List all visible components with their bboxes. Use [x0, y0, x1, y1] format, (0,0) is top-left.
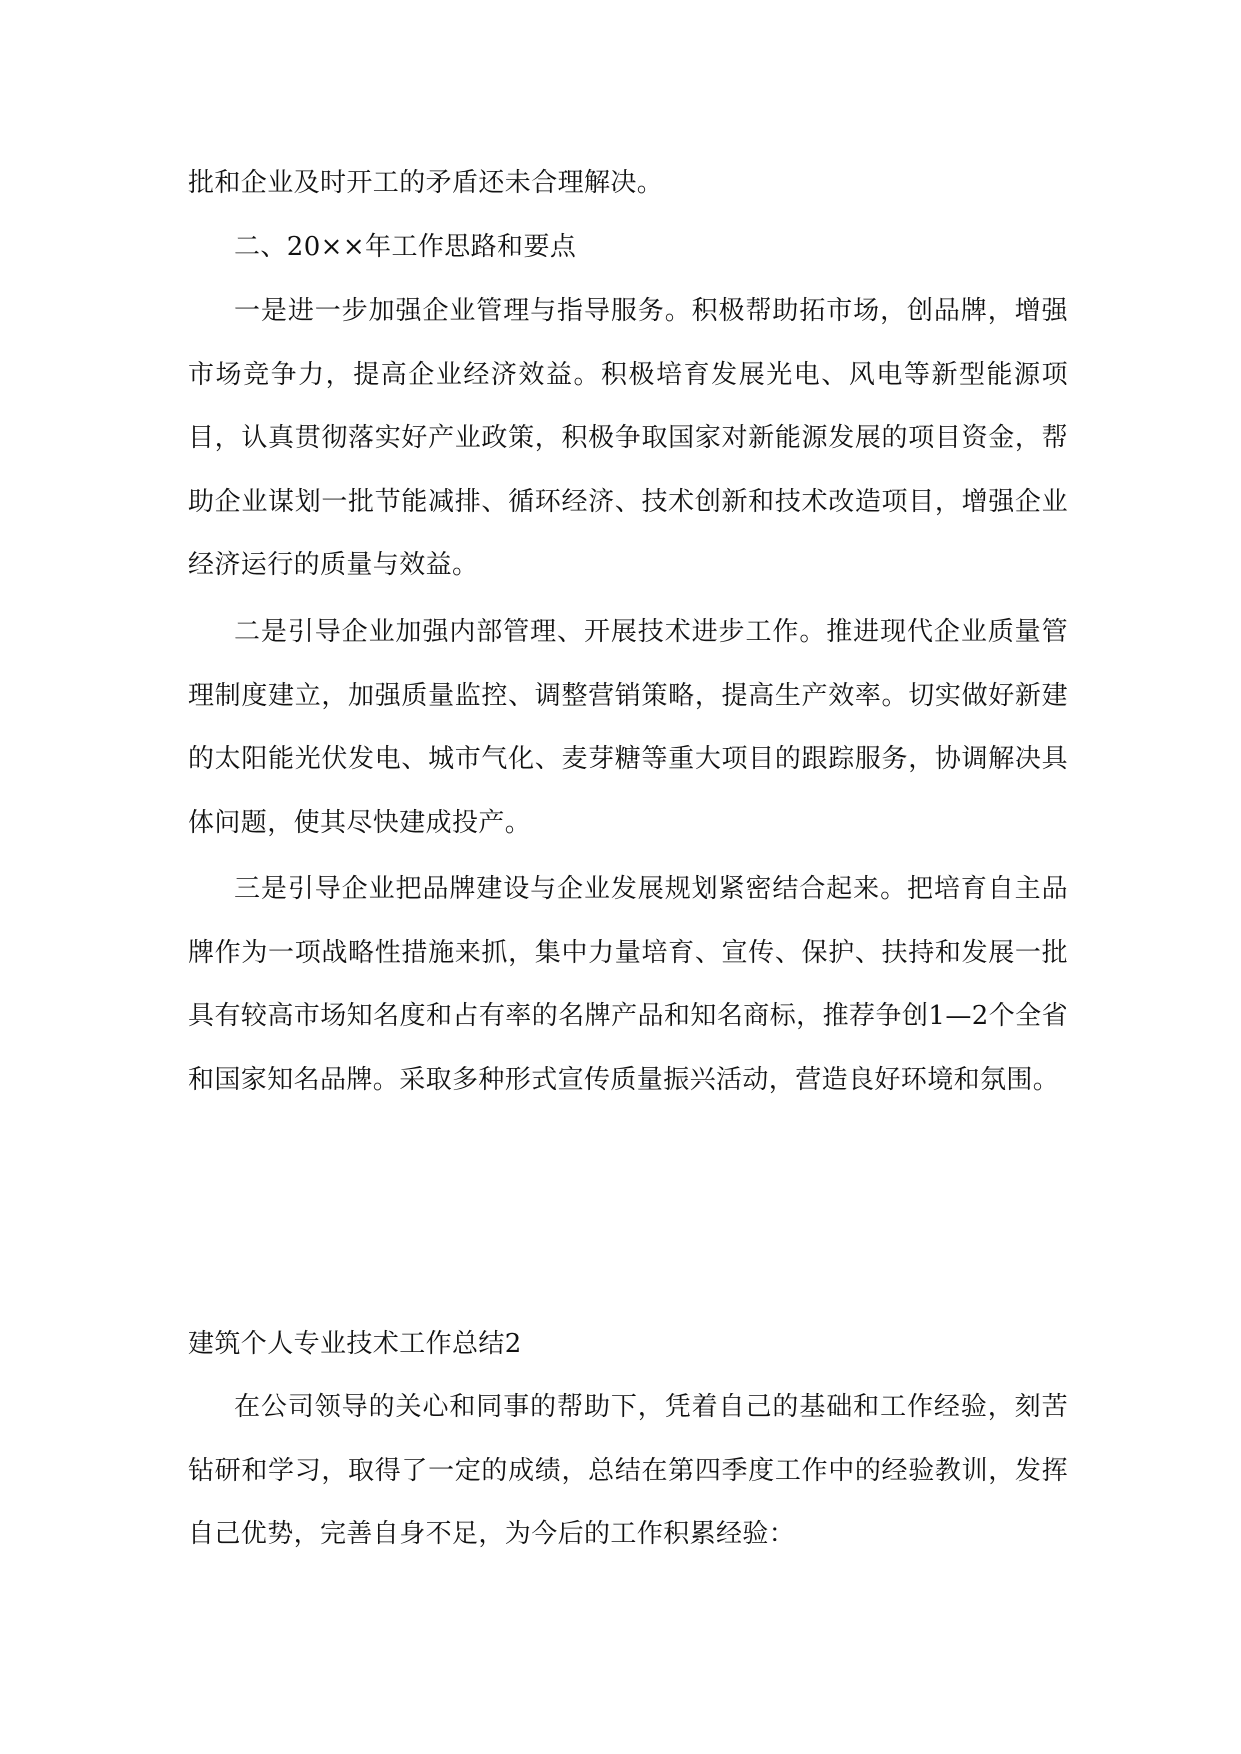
continued-paragraph: 批和企业及时开工的矛盾还未合理解决。	[188, 168, 664, 198]
document-title: 建筑个人专业技术工作总结2	[188, 1329, 522, 1359]
intro-paragraph: 在公司领导的关心和同事的帮助下，凭着自己的基础和工作经验，刻苦钻研和学习，取得了一定的成绩，总结在第四季度工作中的经验教训，发挥自己优势，完善自身不足，为今后的工作积累经验：	[188, 1392, 1068, 1550]
paragraph-point-one: 一是进一步加强企业管理与指导服务。积极帮助拓市场，创品牌，增强市场竞争力，提高企业经济效益。积极培育发展光电、风电等新型能源项目，认真贯彻落实好产业政策，积极争取国家对新能源发展的项目资金，帮助企业谋划一批节能减排、循环经济、技术创新和技术改造项目，增强企业经济运行的质量与效益。	[188, 296, 1068, 581]
paragraph-point-two: 二是引导企业加强内部管理、开展技术进步工作。推进现代企业质量管理制度建立，加强质量监控、调整营销策略，提高生产效率。切实做好新建的太阳能光伏发电、城市气化、麦芽糖等重大项目的跟踪服务，协调解决具体问题，使其尽快建成投产。	[188, 617, 1068, 838]
section-heading: 二、20××年工作思路和要点	[234, 232, 577, 262]
paragraph-point-three: 三是引导企业把品牌建设与企业发展规划紧密结合起来。把培育自主品牌作为一项战略性措施来抓，集中力量培育、宣传、保护、扶持和发展一批具有较高市场知名度和占有率的名牌产品和知名商标，推荐争创1—2个全省和国家知名品牌。采取多种形式宣传质量振兴活动，营造良好环境和氛围。	[188, 874, 1068, 1095]
